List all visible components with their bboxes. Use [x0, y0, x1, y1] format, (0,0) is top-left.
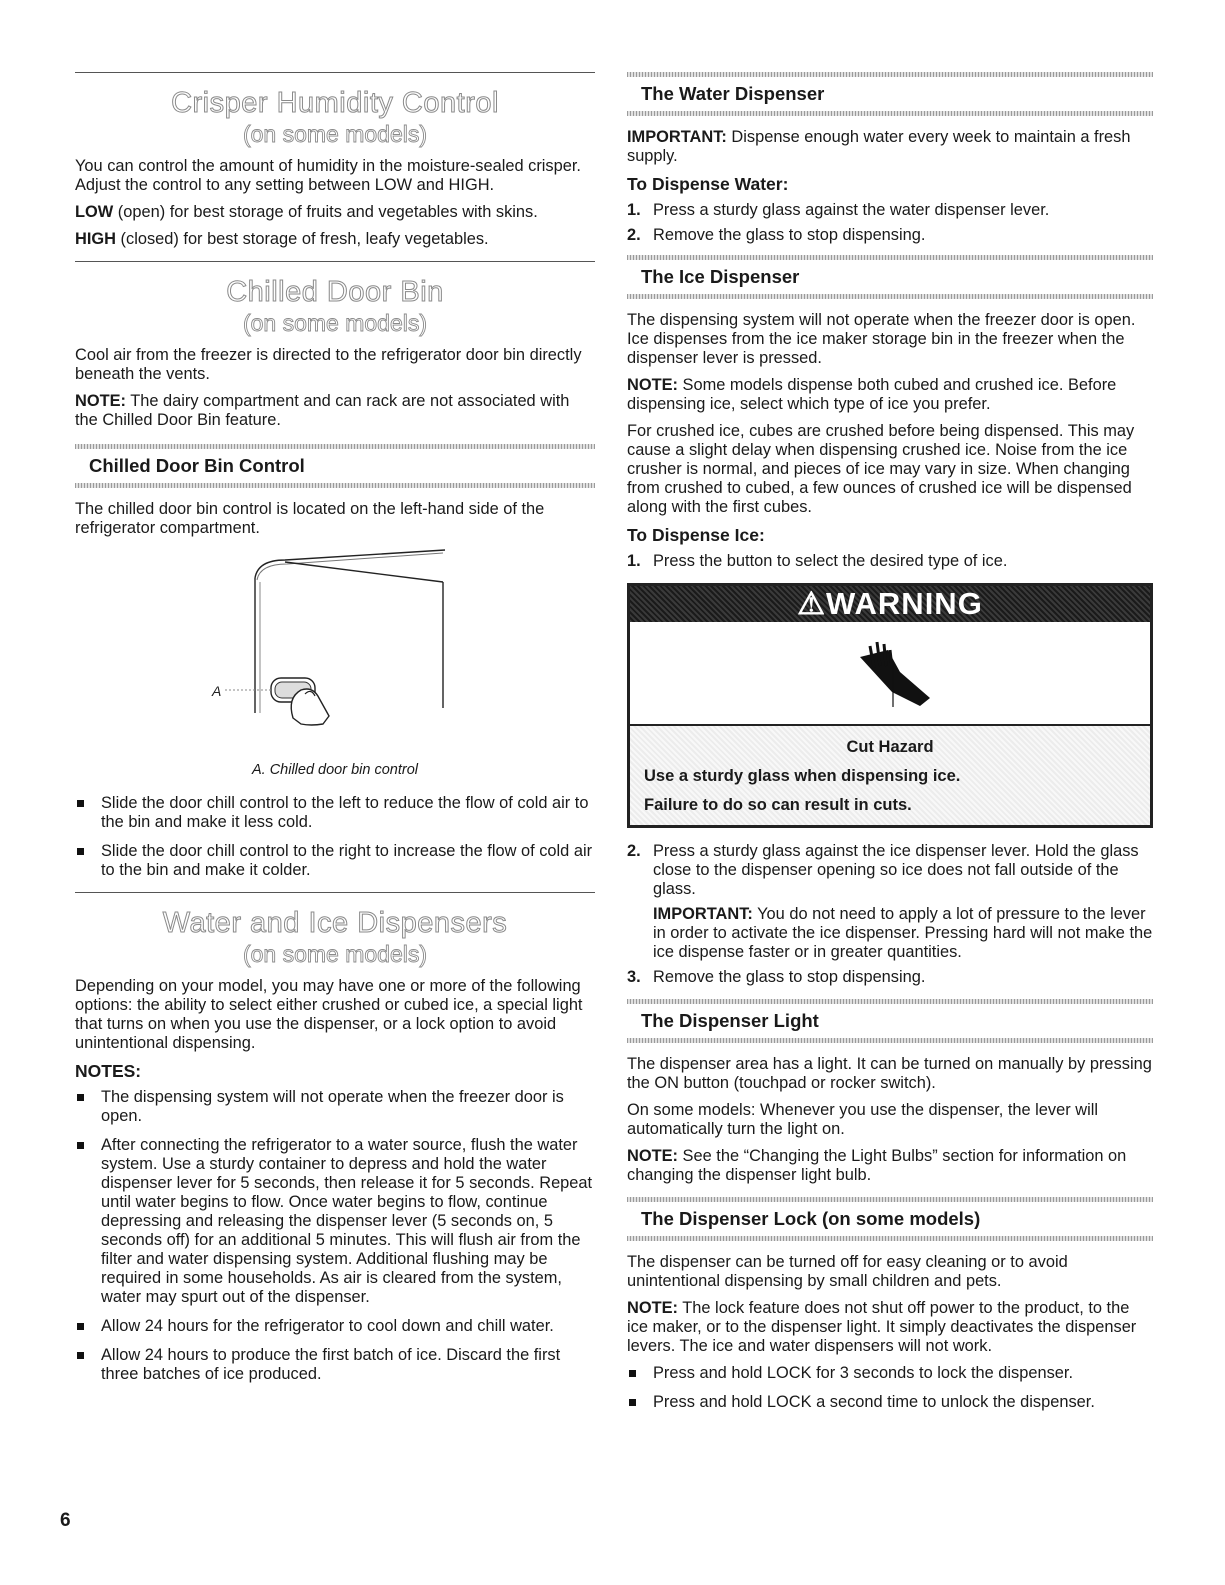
crisper-low-line [75, 203, 595, 222]
crisper-title: Crisper Humidity Control [171, 87, 499, 119]
hatch-divider [627, 1038, 1153, 1043]
crisper-subtitle: (on some models) [242, 121, 428, 147]
chilled-title: Chilled Door Bin [226, 276, 444, 308]
high-label: HIGH [75, 230, 116, 248]
lock-note [627, 1299, 1153, 1356]
note-label: NOTE: [627, 1147, 678, 1165]
note-text: See the “Changing the Light Bulbs” section for information on changing the dispenser light bulb. [627, 1147, 1127, 1184]
lock-heading: The Dispenser Lock (on some models) [641, 1208, 981, 1229]
high-text: (closed) for best storage of fresh, leafy vegetables. [115, 230, 489, 248]
water-heading: The Water Dispenser [641, 83, 825, 104]
list-item: Allow 24 hours for the refrigerator to cool down and chill water. [75, 1317, 595, 1336]
ice-steps-first [627, 552, 1153, 571]
step-number: 2. [627, 226, 641, 244]
important-text: You do not need to apply a lot of pressure to the lever in order to activate the ice dispenser. Pressing hard will not make the ice dispense faster or in greater quantities. [653, 905, 1153, 961]
important-label: IMPORTANT: [627, 128, 727, 146]
hatch-divider [627, 255, 1153, 260]
list-item: Press and hold LOCK for 3 seconds to lock the dispenser. [627, 1364, 1153, 1383]
important-label: IMPORTANT: [653, 905, 753, 923]
dispensers-subtitle: (on some models) [242, 941, 428, 967]
figure-caption: A. Chilled door bin control [251, 762, 419, 778]
warning-text-panel [630, 726, 1150, 825]
chilled-control-heading: Chilled Door Bin Control [89, 455, 305, 476]
ice-p2: For crushed ice, cubes are crushed before being dispensed. This may cause a slight delay when dispensing crushed ice. Noise from the ice crusher is normal, and pieces of ice may vary in size. When changing from crushed to cubed, a few ounces of crushed ice will be dispensed along with the first cubes. [627, 422, 1135, 516]
dispensers-notes [75, 1088, 595, 1384]
list-item: Press and hold LOCK a second time to unlock the dispenser. [627, 1393, 1153, 1412]
note-text: Some models dispense both cubed and crushed ice. Before dispensing ice, select which type of ice you prefer. [627, 376, 1117, 413]
hazard-title: Cut Hazard [846, 738, 934, 756]
chilled-bin-illustration [75, 548, 595, 756]
warning-icon-area [630, 622, 1150, 726]
note-label: NOTE: [627, 1299, 678, 1317]
warning-banner-text: WARNING [825, 586, 983, 621]
warning-banner [630, 586, 1150, 622]
water-important [627, 128, 1153, 166]
hatch-divider [627, 1236, 1153, 1241]
step-text: Press the button to select the desired type of ice. [653, 552, 1008, 570]
chilled-note [75, 392, 595, 430]
light-p1: The dispenser area has a light. It can be turned on manually by pressing the ON button (touchpad or rocker switch). [627, 1055, 1152, 1092]
step-number: 2. [627, 842, 641, 860]
warning-line: Failure to do so can result in cuts. [644, 796, 912, 814]
warning-box [627, 583, 1153, 828]
list-item [627, 226, 1153, 245]
list-item: Slide the door chill control to the right to increase the flow of cold air to the bin and make it colder. [75, 842, 595, 880]
list-item: Slide the door chill control to the left to reduce the flow of cold air to the bin and make it less cold. [75, 794, 595, 832]
page-number: 6 [60, 1510, 71, 1531]
step-number: 3. [627, 968, 641, 986]
list-item: After connecting the refrigerator to a water source, flush the water system. Use a sturdy container to depress and hold the water dispenser lever for 5 seconds, then release it for 5 seconds. Repeat until water begins to flow. Once water begins to flow, continue depressing and releasing the dispenser lever (5 seconds on, 5 seconds off) for an additional 5 minutes. This will flush air from the filter and water dispensing system. Additional flushing may be required in some households. As air is cleared from the system, water may spurt out of the dispenser. [75, 1136, 595, 1307]
section-divider [75, 72, 595, 73]
figure-callout-label: A [212, 683, 222, 699]
water-steps [627, 201, 1153, 245]
water-steps-heading: To Dispense Water: [627, 174, 789, 194]
cut-hazard-icon [630, 622, 1150, 724]
step-number: 1. [627, 552, 641, 570]
step-text: Press a sturdy glass against the ice dispenser lever. Hold the glass close to the dispenser opening so ice does not fall outside of the glass. [653, 842, 1139, 898]
hatch-divider [627, 72, 1153, 77]
note-text: The dairy compartment and can rack are not associated with the Chilled Door Bin feature. [75, 392, 570, 429]
list-item [627, 552, 1153, 571]
section-divider [75, 261, 595, 262]
chilled-intro: Cool air from the freezer is directed to the refrigerator door bin directly beneath the vents. [75, 346, 582, 383]
hatch-divider [627, 294, 1153, 299]
ice-p1: The dispensing system will not operate when the freezer door is open. Ice dispenses from the ice maker storage bin in the freezer when the dispenser lever is pressed. [627, 311, 1136, 367]
ice-heading: The Ice Dispenser [641, 266, 800, 287]
note-label: NOTE: [627, 376, 678, 394]
lock-p1: The dispenser can be turned off for easy cleaning or to avoid unintentional dispensing by small children and pets. [627, 1253, 1068, 1290]
light-p2: On some models: Whenever you use the dispenser, the lever will automatically turn the light on. [627, 1101, 1099, 1138]
dispensers-title: Water and Ice Dispensers [162, 907, 508, 939]
warning-line: Use a sturdy glass when dispensing ice. [644, 767, 961, 785]
hatch-divider [627, 1197, 1153, 1202]
crisper-high-line [75, 230, 595, 249]
chilled-subtitle: (on some models) [242, 310, 428, 336]
dispensers-intro: Depending on your model, you may have one or more of the following options: the ability to select either crushed or cubed ice, a special light that turns on when you use the dispenser, or a lock option to avoid unintentional dispensing. [75, 977, 583, 1052]
step-text: Press a sturdy glass against the water dispenser lever. [653, 201, 1050, 219]
note-text: The lock feature does not shut off power to the product, to the ice maker, or to the dispenser light. It simply deactivates the dispenser levers. The ice and water dispensers will not work. [627, 1299, 1137, 1355]
light-note [627, 1147, 1153, 1185]
step-text: Remove the glass to stop dispensing. [653, 226, 926, 244]
right-column [627, 72, 1153, 1422]
step-important [653, 905, 1153, 962]
list-item [627, 842, 1153, 962]
section-divider [75, 892, 595, 893]
crisper-intro: You can control the amount of humidity in the moisture-sealed crisper. Adjust the control to any setting between LOW and HIGH. [75, 157, 581, 194]
left-column [75, 72, 595, 1394]
lock-bullets [627, 1364, 1153, 1412]
hatch-divider [627, 999, 1153, 1004]
list-item: The dispensing system will not operate when the freezer door is open. [75, 1088, 595, 1126]
list-item: Allow 24 hours to produce the first batch of ice. Discard the first three batches of ice produced. [75, 1346, 595, 1384]
hatch-divider [75, 483, 595, 488]
important-text: Dispense enough water every week to maintain a fresh supply. [627, 128, 1131, 165]
list-item [627, 201, 1153, 220]
ice-steps-rest [627, 842, 1153, 987]
warning-triangle-icon: ⚠ [797, 586, 826, 621]
ice-steps-heading: To Dispense Ice: [627, 525, 765, 545]
step-text: Remove the glass to stop dispensing. [653, 968, 926, 986]
note-label: NOTE: [75, 392, 126, 410]
low-text: (open) for best storage of fruits and vegetables with skins. [113, 203, 538, 221]
hatch-divider [627, 111, 1153, 116]
door-bin-drawing [75, 548, 595, 756]
notes-heading: NOTES: [75, 1061, 142, 1081]
step-number: 1. [627, 201, 641, 219]
list-item [627, 968, 1153, 987]
hatch-divider [75, 444, 595, 449]
chilled-bullets [75, 794, 595, 880]
low-label: LOW [75, 203, 114, 221]
ice-note [627, 376, 1153, 414]
chilled-control-text: The chilled door bin control is located on the left-hand side of the refrigerator compartment. [75, 500, 545, 537]
light-heading: The Dispenser Light [641, 1010, 819, 1031]
